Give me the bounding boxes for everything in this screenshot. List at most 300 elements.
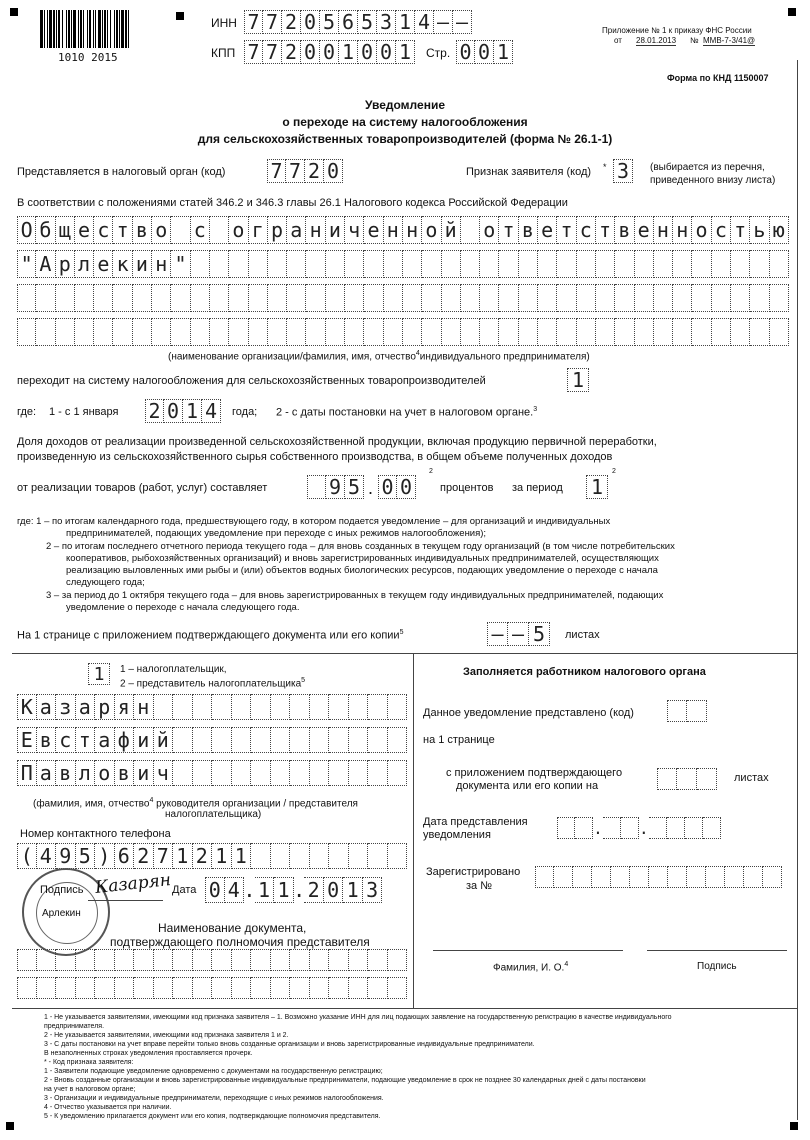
char-cell[interactable]: е <box>94 250 113 278</box>
char-cell[interactable] <box>611 866 630 888</box>
char-cell[interactable] <box>461 318 480 346</box>
char-cell[interactable] <box>461 216 480 244</box>
char-cell[interactable] <box>573 866 592 888</box>
char-cell[interactable] <box>667 817 685 839</box>
char-cell[interactable]: 0 <box>397 475 416 499</box>
char-cell[interactable] <box>349 727 369 753</box>
char-cell[interactable] <box>232 694 252 720</box>
char-cell[interactable] <box>307 475 326 499</box>
char-cell[interactable]: – <box>453 10 472 34</box>
char-cell[interactable] <box>232 760 252 786</box>
char-cell[interactable] <box>173 949 193 971</box>
char-cell[interactable] <box>290 977 310 999</box>
char-cell[interactable]: 7 <box>286 159 305 183</box>
char-cell[interactable]: и <box>134 760 154 786</box>
char-cell[interactable] <box>535 866 554 888</box>
char-cell[interactable] <box>388 694 408 720</box>
char-cell[interactable]: н <box>384 216 403 244</box>
date-cells[interactable] <box>205 877 382 903</box>
char-cell[interactable]: е <box>364 216 383 244</box>
char-cell[interactable] <box>193 694 213 720</box>
char-cell[interactable]: ф <box>115 727 135 753</box>
right-submitted-code[interactable] <box>667 700 707 722</box>
char-cell[interactable] <box>94 284 113 312</box>
char-cell[interactable]: 2 <box>282 40 301 64</box>
char-cell[interactable] <box>152 284 171 312</box>
char-cell[interactable] <box>384 284 403 312</box>
char-cell[interactable] <box>17 284 36 312</box>
char-cell[interactable]: 1 <box>212 843 232 869</box>
char-cell[interactable] <box>557 250 576 278</box>
char-cell[interactable]: 7 <box>263 40 282 64</box>
char-cell[interactable] <box>17 949 37 971</box>
tax-authority-code[interactable] <box>267 159 343 183</box>
char-cell[interactable] <box>668 866 687 888</box>
char-cell[interactable]: с <box>56 727 76 753</box>
char-cell[interactable] <box>731 250 750 278</box>
char-cell[interactable]: 2 <box>282 10 301 34</box>
org-name-row3[interactable] <box>17 284 789 312</box>
char-cell[interactable] <box>173 727 193 753</box>
char-cell[interactable]: н <box>134 694 154 720</box>
char-cell[interactable] <box>115 977 135 999</box>
char-cell[interactable]: е <box>538 216 557 244</box>
char-cell[interactable]: о <box>422 216 441 244</box>
char-cell[interactable] <box>422 284 441 312</box>
char-cell[interactable] <box>388 843 408 869</box>
share-period-code-cell[interactable]: 1 <box>586 475 608 499</box>
char-cell[interactable] <box>290 727 310 753</box>
char-cell[interactable] <box>635 318 654 346</box>
char-cell[interactable] <box>232 977 252 999</box>
char-cell[interactable] <box>326 318 345 346</box>
char-cell[interactable] <box>113 318 132 346</box>
char-cell[interactable] <box>692 250 711 278</box>
char-cell[interactable] <box>442 250 461 278</box>
char-cell[interactable] <box>154 949 174 971</box>
char-cell[interactable] <box>212 760 232 786</box>
char-cell[interactable] <box>310 949 330 971</box>
char-cell[interactable] <box>368 727 388 753</box>
char-cell[interactable]: и <box>133 250 152 278</box>
char-cell[interactable] <box>212 694 232 720</box>
char-cell[interactable] <box>290 949 310 971</box>
char-cell[interactable]: е <box>635 216 654 244</box>
char-cell[interactable]: 5 <box>345 475 364 499</box>
char-cell[interactable] <box>712 250 731 278</box>
char-cell[interactable]: 7 <box>244 10 263 34</box>
char-cell[interactable] <box>212 949 232 971</box>
char-cell[interactable] <box>364 284 383 312</box>
char-cell[interactable]: 0 <box>205 877 225 903</box>
char-cell[interactable] <box>577 284 596 312</box>
char-cell[interactable]: о <box>152 216 171 244</box>
char-cell[interactable]: н <box>654 216 673 244</box>
char-cell[interactable]: о <box>229 216 248 244</box>
char-cell[interactable] <box>191 318 210 346</box>
char-cell[interactable] <box>422 250 441 278</box>
char-cell[interactable] <box>349 977 369 999</box>
char-cell[interactable]: а <box>76 694 96 720</box>
char-cell[interactable] <box>287 284 306 312</box>
char-cell[interactable] <box>673 284 692 312</box>
signer-code-cell[interactable]: 1 <box>88 663 110 685</box>
char-cell[interactable]: н <box>306 216 325 244</box>
right-reg-cells[interactable] <box>535 866 782 888</box>
char-cell[interactable]: р <box>95 694 115 720</box>
char-cell[interactable] <box>249 318 268 346</box>
char-cell[interactable] <box>635 250 654 278</box>
char-cell[interactable]: 6 <box>339 10 358 34</box>
char-cell[interactable]: в <box>519 216 538 244</box>
char-cell[interactable]: в <box>133 216 152 244</box>
char-cell[interactable]: – <box>508 622 529 646</box>
char-cell[interactable]: н <box>673 216 692 244</box>
char-cell[interactable] <box>725 866 744 888</box>
char-cell[interactable]: . <box>639 818 649 838</box>
char-cell[interactable]: 0 <box>320 40 339 64</box>
char-cell[interactable]: 7 <box>267 159 286 183</box>
char-cell[interactable] <box>750 284 769 312</box>
char-cell[interactable] <box>345 318 364 346</box>
char-cell[interactable] <box>306 318 325 346</box>
char-cell[interactable]: 1 <box>339 40 358 64</box>
char-cell[interactable] <box>770 250 789 278</box>
char-cell[interactable]: о <box>692 216 711 244</box>
char-cell[interactable]: в <box>37 727 57 753</box>
char-cell[interactable]: т <box>76 727 96 753</box>
char-cell[interactable] <box>251 843 271 869</box>
char-cell[interactable] <box>193 727 213 753</box>
char-cell[interactable]: 1 <box>274 877 294 903</box>
char-cell[interactable]: 2 <box>304 877 324 903</box>
char-cell[interactable]: 4 <box>225 877 245 903</box>
char-cell[interactable] <box>557 817 575 839</box>
char-cell[interactable] <box>17 977 37 999</box>
char-cell[interactable]: с <box>712 216 731 244</box>
char-cell[interactable] <box>56 977 76 999</box>
char-cell[interactable]: 0 <box>301 10 320 34</box>
char-cell[interactable]: р <box>56 250 75 278</box>
char-cell[interactable] <box>95 949 115 971</box>
char-cell[interactable] <box>171 216 190 244</box>
char-cell[interactable]: 0 <box>301 40 320 64</box>
char-cell[interactable] <box>210 250 229 278</box>
char-cell[interactable]: ч <box>154 760 174 786</box>
char-cell[interactable] <box>193 760 213 786</box>
char-cell[interactable] <box>210 284 229 312</box>
char-cell[interactable] <box>692 318 711 346</box>
char-cell[interactable]: т <box>731 216 750 244</box>
char-cell[interactable] <box>422 318 441 346</box>
char-cell[interactable] <box>154 694 174 720</box>
char-cell[interactable] <box>251 977 271 999</box>
char-cell[interactable]: 9 <box>326 475 345 499</box>
char-cell[interactable] <box>133 318 152 346</box>
char-cell[interactable]: 2 <box>193 843 213 869</box>
char-cell[interactable] <box>287 318 306 346</box>
char-cell[interactable]: р <box>268 216 287 244</box>
char-cell[interactable] <box>310 843 330 869</box>
char-cell[interactable] <box>368 760 388 786</box>
char-cell[interactable]: " <box>171 250 190 278</box>
char-cell[interactable]: 4 <box>415 10 434 34</box>
char-cell[interactable] <box>133 284 152 312</box>
char-cell[interactable] <box>731 318 750 346</box>
right-date-cells[interactable] <box>557 817 721 839</box>
char-cell[interactable]: в <box>615 216 634 244</box>
char-cell[interactable]: а <box>95 727 115 753</box>
char-cell[interactable] <box>95 977 115 999</box>
char-cell[interactable]: 7 <box>244 40 263 64</box>
char-cell[interactable]: ь <box>750 216 769 244</box>
char-cell[interactable] <box>596 250 615 278</box>
char-cell[interactable] <box>232 949 252 971</box>
char-cell[interactable]: 9 <box>56 843 76 869</box>
char-cell[interactable] <box>210 318 229 346</box>
char-cell[interactable] <box>329 727 349 753</box>
char-cell[interactable] <box>384 250 403 278</box>
char-cell[interactable]: – <box>434 10 453 34</box>
char-cell[interactable] <box>229 318 248 346</box>
char-cell[interactable] <box>171 284 190 312</box>
char-cell[interactable] <box>677 768 697 790</box>
char-cell[interactable] <box>191 250 210 278</box>
char-cell[interactable] <box>649 866 668 888</box>
char-cell[interactable] <box>268 284 287 312</box>
share-int[interactable] <box>307 475 364 499</box>
char-cell[interactable] <box>615 318 634 346</box>
org-name-row1[interactable] <box>17 216 789 244</box>
char-cell[interactable] <box>538 284 557 312</box>
char-cell[interactable]: с <box>94 216 113 244</box>
char-cell[interactable] <box>271 760 291 786</box>
char-cell[interactable] <box>173 977 193 999</box>
char-cell[interactable]: т <box>596 216 615 244</box>
char-cell[interactable] <box>499 250 518 278</box>
char-cell[interactable] <box>329 977 349 999</box>
char-cell[interactable] <box>56 949 76 971</box>
char-cell[interactable] <box>403 250 422 278</box>
char-cell[interactable]: ч <box>345 216 364 244</box>
char-cell[interactable] <box>310 760 330 786</box>
char-cell[interactable] <box>368 949 388 971</box>
char-cell[interactable] <box>596 284 615 312</box>
char-cell[interactable] <box>403 284 422 312</box>
char-cell[interactable] <box>17 318 36 346</box>
org-name-row2[interactable] <box>17 250 789 278</box>
char-cell[interactable] <box>499 284 518 312</box>
char-cell[interactable] <box>649 817 667 839</box>
char-cell[interactable] <box>152 318 171 346</box>
char-cell[interactable] <box>329 694 349 720</box>
char-cell[interactable] <box>667 700 687 722</box>
char-cell[interactable] <box>368 977 388 999</box>
char-cell[interactable] <box>592 866 611 888</box>
char-cell[interactable]: . <box>593 818 603 838</box>
char-cell[interactable] <box>306 250 325 278</box>
char-cell[interactable]: 1 <box>396 10 415 34</box>
char-cell[interactable] <box>271 843 291 869</box>
char-cell[interactable] <box>442 318 461 346</box>
char-cell[interactable] <box>326 284 345 312</box>
char-cell[interactable]: 6 <box>115 843 135 869</box>
char-cell[interactable]: й <box>154 727 174 753</box>
char-cell[interactable] <box>687 866 706 888</box>
char-cell[interactable]: 1 <box>232 843 252 869</box>
char-cell[interactable]: а <box>287 216 306 244</box>
char-cell[interactable] <box>621 817 639 839</box>
char-cell[interactable] <box>480 318 499 346</box>
char-cell[interactable] <box>499 318 518 346</box>
char-cell[interactable]: 0 <box>378 475 397 499</box>
applicant-code[interactable] <box>613 159 633 183</box>
kpp-cells[interactable] <box>244 40 415 64</box>
char-cell[interactable] <box>575 817 593 839</box>
char-cell[interactable] <box>193 977 213 999</box>
char-cell[interactable] <box>268 250 287 278</box>
char-cell[interactable] <box>388 727 408 753</box>
page-cells[interactable] <box>456 40 513 64</box>
char-cell[interactable]: 0 <box>377 40 396 64</box>
share-period-code[interactable] <box>586 475 608 499</box>
inn-cells[interactable] <box>244 10 472 34</box>
char-cell[interactable]: А <box>36 250 55 278</box>
char-cell[interactable]: 0 <box>475 40 494 64</box>
doc-name-row1[interactable] <box>17 949 407 971</box>
char-cell[interactable] <box>287 250 306 278</box>
char-cell[interactable] <box>750 318 769 346</box>
char-cell[interactable] <box>673 250 692 278</box>
char-cell[interactable] <box>251 760 271 786</box>
char-cell[interactable]: а <box>37 760 57 786</box>
char-cell[interactable] <box>290 694 310 720</box>
char-cell[interactable] <box>770 318 789 346</box>
char-cell[interactable] <box>115 949 135 971</box>
char-cell[interactable] <box>703 817 721 839</box>
char-cell[interactable] <box>251 949 271 971</box>
char-cell[interactable] <box>290 760 310 786</box>
char-cell[interactable] <box>697 768 717 790</box>
char-cell[interactable]: с <box>191 216 210 244</box>
char-cell[interactable]: т <box>557 216 576 244</box>
char-cell[interactable] <box>442 284 461 312</box>
char-cell[interactable] <box>364 250 383 278</box>
char-cell[interactable] <box>75 318 94 346</box>
char-cell[interactable]: 1 <box>255 877 275 903</box>
char-cell[interactable] <box>384 318 403 346</box>
transition-code[interactable] <box>567 368 589 392</box>
char-cell[interactable] <box>603 817 621 839</box>
char-cell[interactable] <box>329 843 349 869</box>
char-cell[interactable] <box>706 866 725 888</box>
char-cell[interactable] <box>249 250 268 278</box>
char-cell[interactable] <box>251 727 271 753</box>
char-cell[interactable]: б <box>36 216 55 244</box>
pages-cells[interactable] <box>487 622 550 646</box>
char-cell[interactable] <box>368 694 388 720</box>
patronymic-cells[interactable] <box>17 760 407 786</box>
char-cell[interactable] <box>310 727 330 753</box>
char-cell[interactable] <box>744 866 763 888</box>
char-cell[interactable] <box>349 949 369 971</box>
char-cell[interactable] <box>654 284 673 312</box>
share-frac[interactable] <box>378 475 416 499</box>
char-cell[interactable] <box>368 843 388 869</box>
char-cell[interactable] <box>712 318 731 346</box>
char-cell[interactable] <box>519 284 538 312</box>
char-cell[interactable]: й <box>442 216 461 244</box>
char-cell[interactable] <box>113 284 132 312</box>
char-cell[interactable] <box>36 318 55 346</box>
char-cell[interactable]: с <box>577 216 596 244</box>
char-cell[interactable] <box>770 284 789 312</box>
char-cell[interactable]: 0 <box>358 40 377 64</box>
char-cell[interactable]: л <box>75 250 94 278</box>
surname-cells[interactable] <box>17 694 407 720</box>
char-cell[interactable] <box>763 866 782 888</box>
char-cell[interactable] <box>538 250 557 278</box>
char-cell[interactable] <box>229 284 248 312</box>
transition-year[interactable] <box>145 399 221 423</box>
char-cell[interactable]: 5 <box>320 10 339 34</box>
char-cell[interactable] <box>212 727 232 753</box>
char-cell[interactable]: ю <box>770 216 789 244</box>
char-cell[interactable] <box>635 284 654 312</box>
char-cell[interactable]: и <box>326 216 345 244</box>
char-cell[interactable]: Е <box>17 727 37 753</box>
char-cell[interactable] <box>461 284 480 312</box>
char-cell[interactable] <box>310 694 330 720</box>
char-cell[interactable] <box>173 760 193 786</box>
char-cell[interactable] <box>615 284 634 312</box>
char-cell[interactable] <box>349 760 369 786</box>
char-cell[interactable] <box>654 318 673 346</box>
char-cell[interactable] <box>171 318 190 346</box>
char-cell[interactable] <box>403 318 422 346</box>
char-cell[interactable]: т <box>499 216 518 244</box>
char-cell[interactable] <box>268 318 287 346</box>
char-cell[interactable] <box>615 250 634 278</box>
char-cell[interactable] <box>712 284 731 312</box>
right-sheets-cells[interactable] <box>657 768 717 790</box>
char-cell[interactable]: 1 <box>343 877 363 903</box>
char-cell[interactable] <box>345 250 364 278</box>
char-cell[interactable] <box>56 284 75 312</box>
char-cell[interactable]: 0 <box>456 40 475 64</box>
char-cell[interactable] <box>687 700 707 722</box>
char-cell[interactable]: г <box>249 216 268 244</box>
char-cell[interactable] <box>75 284 94 312</box>
char-cell[interactable]: " <box>17 250 36 278</box>
char-cell[interactable] <box>271 727 291 753</box>
char-cell[interactable]: н <box>152 250 171 278</box>
char-cell[interactable]: ) <box>95 843 115 869</box>
char-cell[interactable]: 0 <box>324 159 343 183</box>
char-cell[interactable]: 5 <box>529 622 550 646</box>
char-cell[interactable]: а <box>37 694 57 720</box>
char-cell[interactable] <box>630 866 649 888</box>
char-cell[interactable] <box>271 977 291 999</box>
char-cell[interactable]: 3 <box>363 877 383 903</box>
char-cell[interactable] <box>554 866 573 888</box>
char-cell[interactable]: н <box>403 216 422 244</box>
char-cell[interactable] <box>94 318 113 346</box>
char-cell[interactable]: – <box>487 622 508 646</box>
char-cell[interactable] <box>557 284 576 312</box>
char-cell[interactable]: 5 <box>76 843 96 869</box>
char-cell[interactable]: К <box>17 694 37 720</box>
